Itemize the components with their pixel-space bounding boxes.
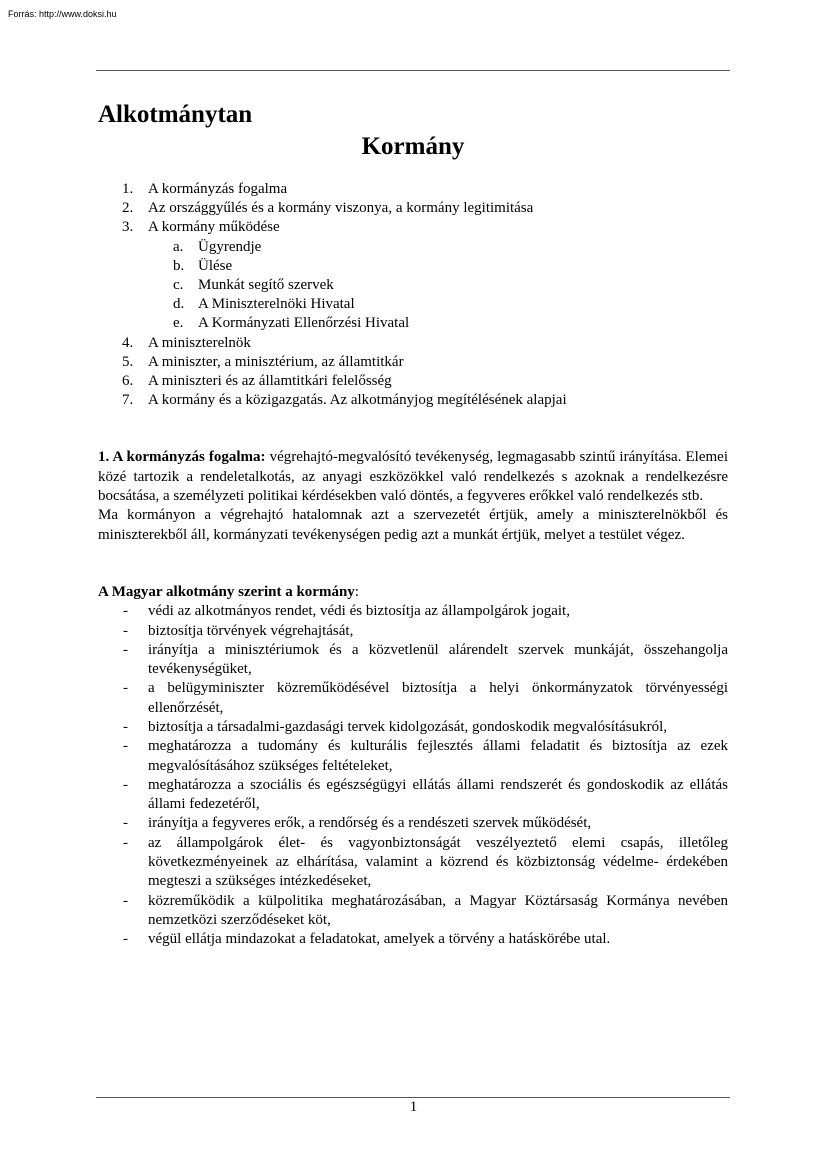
list-item-text: az állampolgárok élet- és vagyonbiztonságát veszélyeztető elemi csapás, illetőleg következményeinek az elhárítása, valamint a közrend és közbiztonság védelme- érdekében megteszi a szükséges intézkedéseket, [148,834,728,890]
toc-text: A miniszter, a minisztérium, az államtitkár [148,353,404,370]
toc-subitem [98,276,728,295]
list-dash: - [123,834,128,851]
toc-subitem [98,314,728,333]
list-item [98,679,728,718]
toc-item [98,218,728,333]
toc-text: Az országgyűlés és a kormány viszonya, a kormány legitimitása [148,200,534,217]
section-1-paragraph [98,448,728,506]
toc-number: 7. [122,392,134,409]
toc-number: 1. [122,181,134,197]
toc-item [98,391,728,410]
toc-text: A kormányzás fogalma [148,181,288,197]
list-item-text: védi az alkotmányos rendet, védi és biztosítja az állampolgárok jogait, [148,603,570,620]
list-dash: - [123,622,128,639]
page-number: 1 [409,1099,418,1115]
toc-text: A kormány működése [148,219,280,236]
toc-sub-letter: d. [173,296,185,313]
toc-sub-text: A Kormányzati Ellenőrzési Hivatal [198,315,410,332]
list-dash: - [123,680,128,697]
toc-sub-letter: c. [173,277,184,294]
list-item-text: végül ellátja mindazokat a feladatokat, amelyek a törvény a hatáskörébe utal. [148,931,611,948]
list-item-text: irányítja a minisztériumok és a közvetlenül alárendelt szervek munkáját, összehangolja tevékenységüket, [148,641,728,678]
list-item-text: biztosítja a társadalmi-gazdasági tervek kidolgozását, gondoskodik megvalósításukról, [148,719,668,735]
list-item [98,641,728,680]
toc-number: 2. [122,200,134,217]
toc-text: A kormány és a közigazgatás. Az alkotmányjog megítélésének alapjai [148,392,567,409]
toc-sub-text: Ügyrendje [198,238,262,255]
list-dash: - [123,931,128,948]
toc-item [98,353,728,372]
section-2-heading-colon: : [354,583,359,600]
list-item-text: a belügyminiszter közreműködésével biztosítja a helyi önkormányzatok törvényességi ellenőrzését, [148,680,728,716]
list-dash: - [123,776,128,793]
toc-sub-text: Munkát segítő szervek [198,277,334,294]
toc-sub-letter: b. [173,257,185,274]
list-item [98,776,728,815]
list-dash: - [123,641,128,658]
toc-text: A miniszterelnök [148,334,251,351]
document-title: Alkotmánytan [98,101,253,128]
list-item-text: közreműködik a külpolitika meghatározásában, a Magyar Köztársaság Kormánya nevében nemzetközi szerződéseket köt, [148,892,728,928]
header-rule [96,70,730,71]
toc-sublist [148,238,728,334]
toc-number: 3. [122,219,134,236]
toc-item [98,334,728,353]
footer-rule [96,1097,730,1098]
toc-item [98,372,728,391]
source-line: Forrás: http://www.doksi.hu [8,9,117,19]
toc-number: 6. [122,373,134,390]
list-item [98,737,728,776]
toc-item [98,180,728,199]
toc-sub-letter: a. [173,238,184,255]
toc-number: 4. [122,334,134,351]
list-dash: - [123,892,128,909]
toc-sub-letter: e. [173,315,184,332]
toc-number: 5. [122,353,134,370]
list-dash: - [123,738,128,755]
list-item [98,834,728,892]
section-2-heading-text: A Magyar alkotmány szerint a kormány [98,583,355,600]
list-item [98,892,728,931]
section-2-heading [98,583,728,602]
toc-item [98,199,728,218]
list-item-text: biztosítja törvények végrehajtását, [148,622,354,639]
list-item [98,930,728,949]
list-item [98,622,728,641]
list-dash: - [123,603,128,620]
toc-subitem [98,257,728,276]
list-item-text: irányítja a fegyveres erők, a rendőrség és a rendészeti szervek működését, [148,815,592,832]
toc-text: A miniszteri és az államtitkári felelősség [148,373,392,390]
table-of-contents [98,180,728,410]
list-item-text: meghatározza a szociális és egészségügyi ellátás állami rendszerét és gondoskodik az ellátás állami fedezetéről, [148,776,728,813]
toc-subitem [98,295,728,314]
section-1-lead: 1. A kormányzás fogalma: [98,449,266,466]
section-1-paragraph-2: Ma kormányon a végrehajtó hatalomnak azt a szervezetét értjük, amely a miniszterelnökből és miniszterekből áll, kormányzati tevékenységen pedig azt a munkát értjük, melyet a testület végez. [98,507,728,543]
toc-sub-text: Ülése [198,257,233,274]
list-item [98,602,728,621]
document-subtitle: Kormány [361,133,465,160]
section-1-text: végrehajtó-megvalósító tevékenység, legmagasabb szintű irányítása. Elemei közé tartozik a rendeletalkotás, az anyagi eszközökkel való rendelkezés s azoknak a rendelkezésre bocsátása, a személyzeti politikai kérdésekben való döntés, a fegyveres erőkkel való rendelkezés stb. [98,449,728,505]
list-dash: - [123,815,128,832]
section-2-list [98,602,728,949]
list-dash: - [123,719,128,735]
toc-sub-text: A Miniszterelnöki Hivatal [198,296,355,313]
list-item-text: meghatározza a tudomány és kulturális fejlesztés állami feladatit és biztosítja az ezek megvalósításához szükséges feltételeket, [148,738,728,774]
list-item [98,814,728,833]
document-body [98,98,728,950]
toc-subitem [98,238,728,257]
list-item [98,718,728,737]
